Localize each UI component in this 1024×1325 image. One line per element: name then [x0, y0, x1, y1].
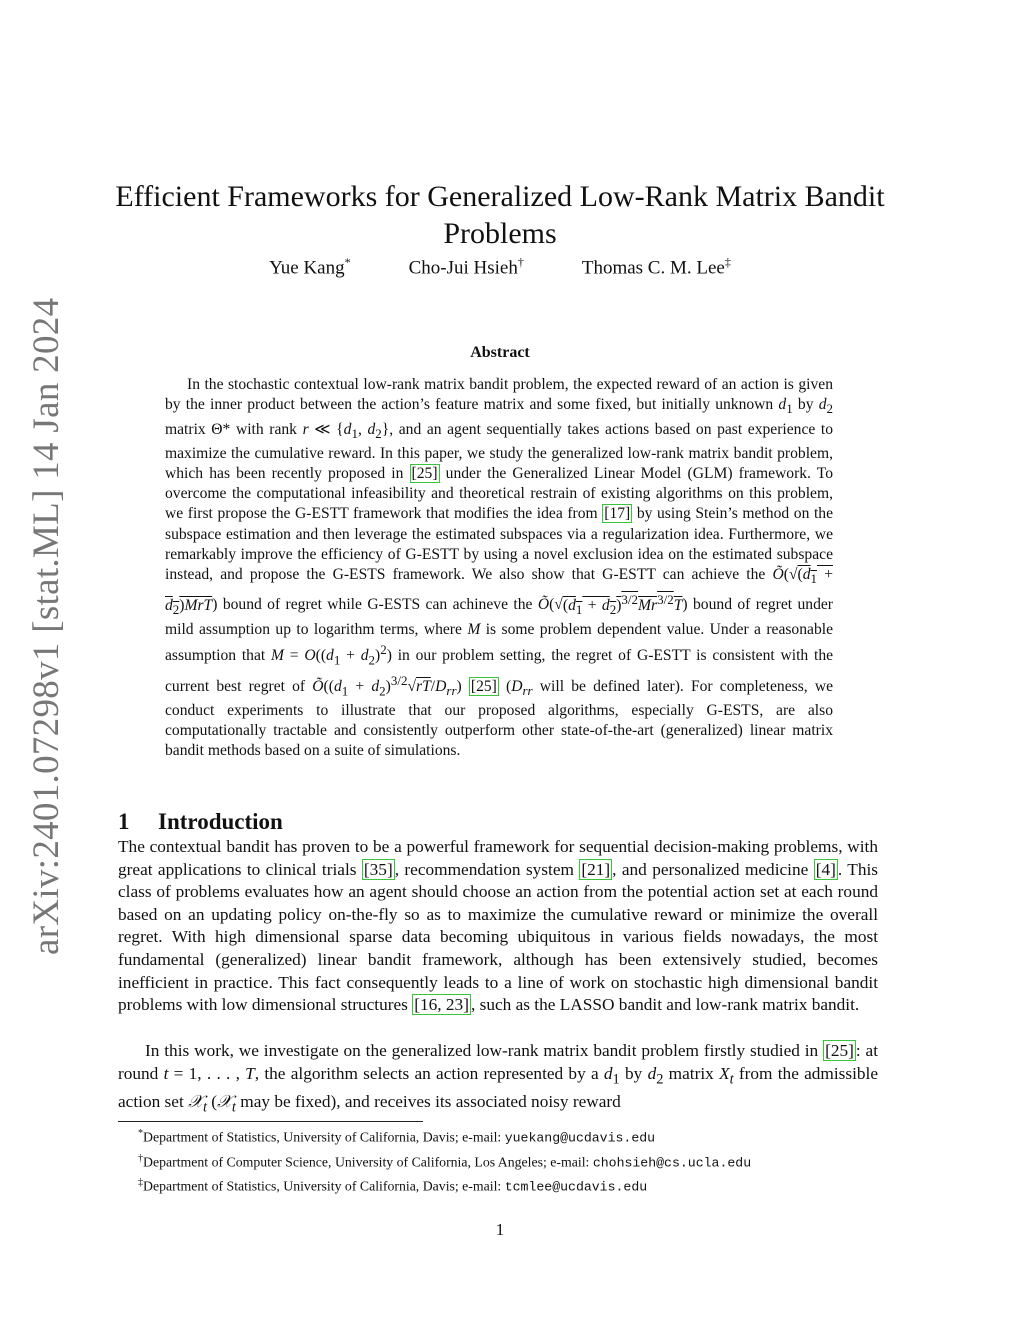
email-link[interactable]: yuekang@ucdavis.edu [504, 1130, 656, 1146]
footnote-mark[interactable]: ‡ [724, 255, 731, 269]
citation-link[interactable]: [35] [363, 859, 393, 879]
citation-link[interactable]: [25] [470, 677, 497, 695]
footnotes [138, 1124, 878, 1198]
citation-link[interactable]: [16, 23] [414, 995, 469, 1015]
footnote: †Department of Computer Science, University of California, Los Angeles; e-mail: chohsieh@cs.ucla.edu [138, 1152, 752, 1171]
abstract-body: In the stochastic contextual low-rank matrix bandit problem, the expected reward of an action is given by the inner product between the action’s feature matrix and some fixed, but initially unknown $d_1$ by $d_2$ matrix Θ* with rank r ≪ {$d_1$, $d_2$}, and an agent sequentially takes actions based on past experience to maximize the cumulative reward. In this paper, we study the generalized low-rank matrix bandit problem, which has been recently proposed in [25] under the Generalized Linear Model (GLM) framework. To overcome the computational infeasibility and theoretical restrain of existing algorithms on this problem, we first propose the G-ESTT framework that modifies the idea from [17] by using Stein’s method on the subspace estimation and then leverage the estimated subspaces via a regularization idea. Furthermore, we remarkably improve the efficiency of G-ESTT by using a novel exclusion idea on the estimated subspace instead, and propose the G-ESTS framework. We also show that G-ESTT can achieve the $Õ(√(d_1 + d_2)MrT)$ bound of regret while G-ESTS can achineve the $Õ(√(d_1 + d_2)^{3/2}Mr^{3/2}T)$ bound of regret under mild assumption up to logarithm terms, where M is some problem dependent value. Under a reasonable assumption that $M = O((d_1 + d_2)^2)$ in our problem setting, the regret of G-ESTT is consistent with the current best regret of $Õ((d_1 + d_2)^{3/2}√rT/D_{rr})$ [25] ($D_{rr}$ will be defined later). For completeness, we conduct experiments to illustrate that our proposed algorithms, especially G-ESTS, are also computationally tractable and consistently outperform other state-of-the-art (generalized) linear matrix bandit methods based on a suite of simulations. [165, 376, 834, 760]
email-link[interactable]: chohsieh@cs.ucla.edu [592, 1155, 752, 1171]
paper-title: Efficient Frameworks for Generalized Low-Rank Matrix Bandit Problems [115, 180, 885, 251]
citation-link[interactable]: [17] [604, 505, 631, 523]
author: Yue Kang* [269, 255, 351, 279]
page-number: 1 [495, 1220, 505, 1239]
footnote-mark[interactable]: † [517, 255, 524, 269]
citation-link[interactable]: [25] [825, 1041, 854, 1060]
footnote: *Department of Statistics, University of California, Davis; e-mail: yuekang@ucdavis.edu [138, 1128, 656, 1146]
footnote: ‡Department of Statistics, University of California, Davis; e-mail: tcmlee@ucdavis.edu [138, 1177, 648, 1195]
arxiv-identifier-stamp[interactable]: arXiv:2401.07298v1 [stat.ML] 14 Jan 2024 [26, 297, 67, 955]
author: Thomas C. M. Lee‡ [581, 255, 731, 279]
citation-link[interactable]: [4] [815, 859, 836, 879]
author: Cho-Jui Hsieh† [408, 255, 524, 279]
citation-link[interactable]: [25] [411, 465, 438, 483]
body-paragraph: In this work, we investigate on the generalized low-rank matrix bandit problem firstly studied in [25] : at round t = 1, . . . , T, the algorithm selects an action represented by a $d_1$ by $d_2$ matrix $X_t$ from the admissible action set 𝒳$_t$ (𝒳$_t$ may be fixed), and receives its associated noisy reward [118, 1041, 879, 1116]
abstract-heading: Abstract [470, 344, 530, 361]
body-paragraph: The contextual bandit has proven to be a powerful framework for sequential decision-making problems, with great applications to clinical trials [35] , recommendation system [21] , and personalized medicine [4] . This class of problems evaluates how an agent should choose an action from the potential action set at each round based on an updating policy on-the-fly so as to maximize the cumulative reward or minimize the overall regret. With high dimensional sparse data becoming ubiquitous in various fields nowadays, the most fundamental (generalized) linear bandit framework, although has been extensively studied, becomes inefficient in practice. This fact consequently leads to a line of work on stochastic high dimensional bandit problems with low dimensional structures [16, 23] , such as the LASSO bandit and low-rank matrix bandit. [118, 837, 878, 1015]
author-list [115, 255, 885, 279]
footnote-mark[interactable]: * [344, 255, 351, 269]
footnote-divider [118, 1121, 423, 1122]
citation-link[interactable]: [21] [581, 859, 611, 879]
section-heading: 1 Introduction [118, 809, 283, 835]
email-link[interactable]: tcmlee@ucdavis.edu [504, 1179, 648, 1195]
